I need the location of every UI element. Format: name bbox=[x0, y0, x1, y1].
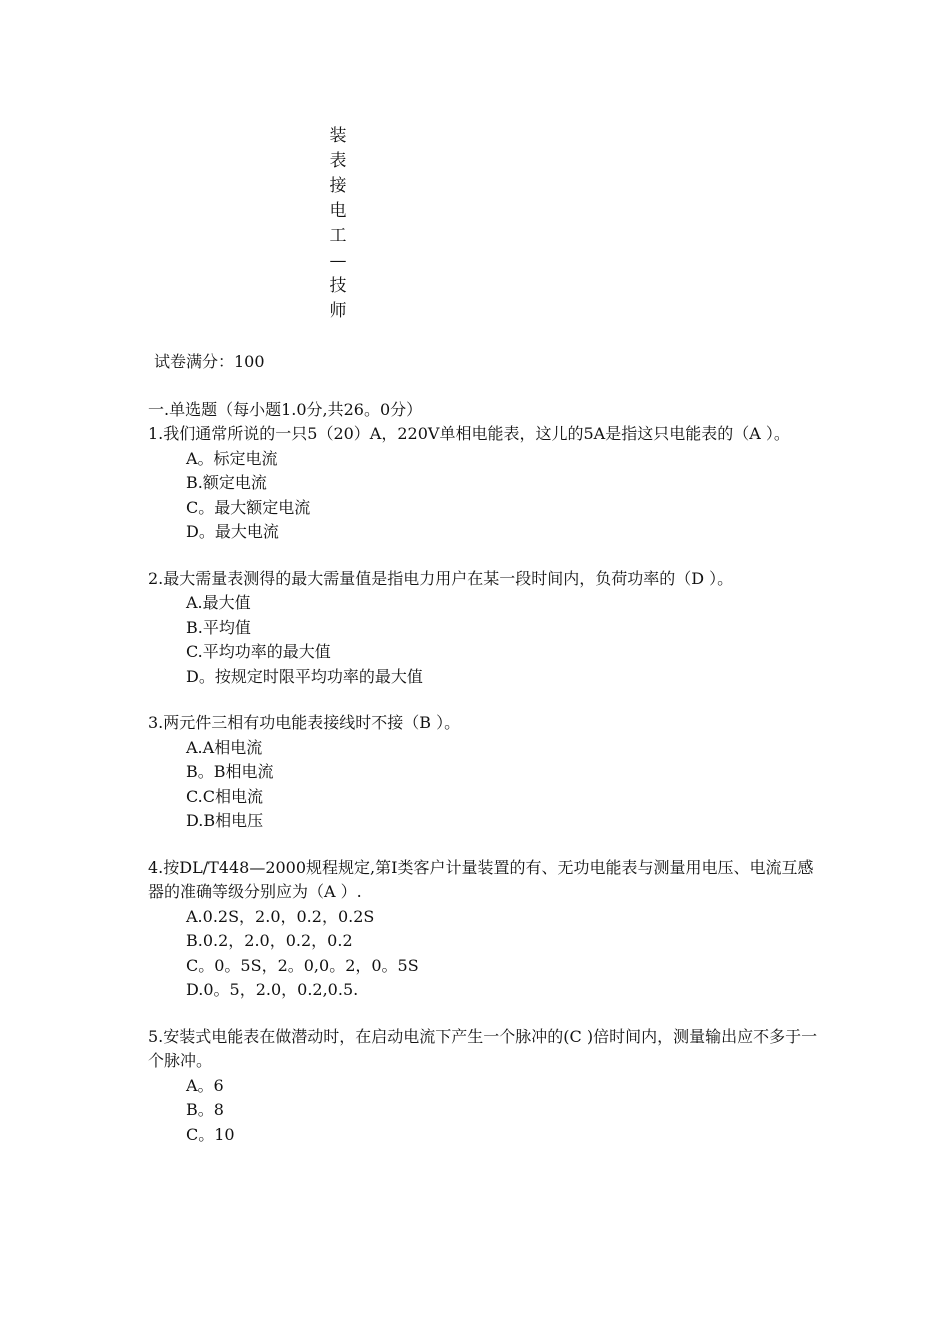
title-char: — bbox=[329, 251, 347, 271]
answer-option: D。最大电流 bbox=[186, 522, 279, 541]
question-text: 4.按DL/T448—2000规程规定,第Ⅰ类客户计量装置的有、无功电能表与测量用电压、电流互感器的准确等级分别应为（A ）. bbox=[148, 857, 814, 901]
answer-option: B。B相电流 bbox=[186, 762, 274, 781]
answer-option: C。10 bbox=[186, 1124, 235, 1144]
question-text: 1.我们通常所说的一只5（20）A，220V单相电能表，这儿的5A是指这只电能表的（A ）。 bbox=[148, 424, 790, 443]
question-1 bbox=[148, 422, 818, 545]
title-char: 师 bbox=[329, 301, 347, 321]
title-char: 表 bbox=[329, 151, 347, 171]
title-char: 装 bbox=[329, 126, 347, 146]
answer-option: C.平均功率的最大值 bbox=[186, 642, 331, 661]
answer-option: A。6 bbox=[186, 1075, 224, 1095]
answer-option: B.额定电流 bbox=[186, 473, 267, 492]
question-text: 3.两元件三相有功电能表接线时不接（B ）。 bbox=[148, 713, 461, 732]
question-4 bbox=[148, 856, 818, 1003]
answer-option: B。8 bbox=[186, 1100, 224, 1119]
answer-option: C.C相电流 bbox=[186, 786, 264, 806]
answer-option: A.0.2S，2.0，0.2，0.2S bbox=[186, 906, 375, 926]
total-score-line: 试卷满分：100 bbox=[154, 352, 265, 371]
title-char: 工 bbox=[329, 226, 347, 246]
answer-option: D.0。5，2.0，0.2,0.5. bbox=[186, 980, 359, 999]
answer-option: A.A相电流 bbox=[186, 737, 263, 757]
answer-option: D。按规定时限平均功率的最大值 bbox=[186, 666, 423, 686]
title-char: 技 bbox=[329, 276, 347, 296]
question-3 bbox=[148, 711, 818, 834]
answer-option: B.平均值 bbox=[186, 617, 251, 637]
section-heading: 一.单选题（每小题1.0分,共26。0分） bbox=[148, 400, 423, 419]
answer-option: C。最大额定电流 bbox=[186, 497, 311, 517]
title-char: 接 bbox=[329, 176, 347, 196]
answer-option: C。0。5S，2。0,0。2，0。5S bbox=[186, 955, 419, 975]
question-5 bbox=[148, 1025, 818, 1148]
answer-option: D.B相电压 bbox=[186, 811, 264, 830]
answer-option: B.0.2，2.0，0.2，0.2 bbox=[186, 931, 353, 950]
title-char: 电 bbox=[329, 201, 347, 221]
exam-content bbox=[148, 398, 818, 1169]
question-text: 2.最大需量表测得的最大需量值是指电力用户在某一段时间内，负荷功率的（D ）。 bbox=[148, 568, 734, 588]
answer-option: A。标定电流 bbox=[186, 448, 278, 468]
question-text: 5.安装式电能表在做潜动时，在启动电流下产生一个脉冲的(C )倍时间内，测量输出应不多于一个脉冲。 bbox=[148, 1026, 818, 1070]
question-2 bbox=[148, 567, 818, 690]
document-title-vertical bbox=[324, 124, 352, 324]
answer-option: A.最大值 bbox=[186, 593, 251, 612]
